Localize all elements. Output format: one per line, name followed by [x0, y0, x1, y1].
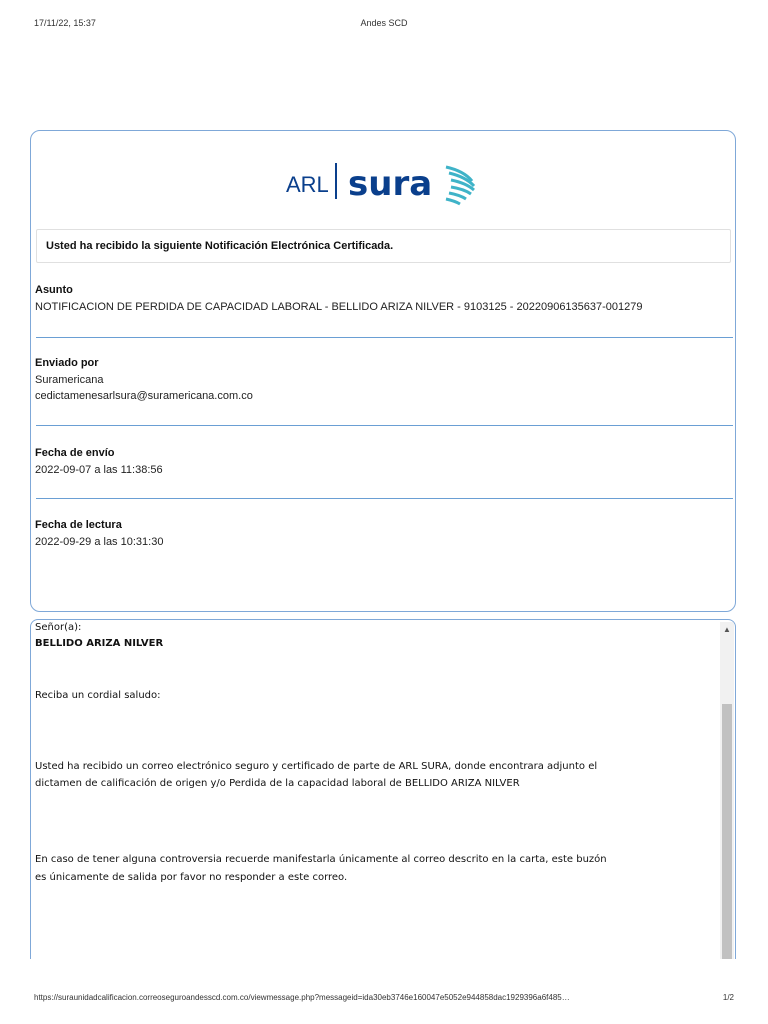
logo-graphic: [268, 153, 498, 213]
subject-label: Asunto: [35, 284, 73, 296]
scrollbar-thumb[interactable]: [722, 704, 732, 959]
recipient-name: BELLIDO ARIZA NILVER: [35, 638, 164, 649]
sender-name: Suramericana: [35, 374, 104, 386]
page-url: https://suraunidadcalificacion.correoseguroandesscd.com.co/viewmessage.php?messageid=ida30eb3746e160047e5052e944858dac1929396a6f485…: [34, 993, 570, 1002]
read-date-section: [35, 519, 731, 550]
sent-date-label: Fecha de envío: [35, 447, 115, 459]
logo-prefix-text: ARL: [286, 172, 329, 197]
print-datetime: 17/11/22, 15:37: [34, 18, 96, 28]
arl-sura-logo: [31, 153, 735, 213]
paragraph-1-line-1: Usted ha recibido un correo electrónico seguro y certificado de parte de ARL SURA, donde encontrara adjunto el: [35, 761, 598, 772]
read-date-label: Fecha de lectura: [35, 519, 122, 531]
divider: [36, 425, 733, 426]
greeting: Reciba un cordial saludo:: [35, 690, 161, 701]
read-date-value: 2022-09-29 a las 10:31:30: [35, 536, 164, 548]
message-frame[interactable]: [30, 619, 736, 959]
print-page-title: Andes SCD: [360, 18, 408, 28]
sender-section: [35, 357, 731, 404]
paragraph-2-line-1: En caso de tener alguna controversia recuerde manifestarla únicamente al correo descrito en la carta, este buzón: [35, 854, 607, 865]
scrollbar[interactable]: [720, 622, 734, 959]
logo-separator: [335, 163, 337, 199]
subject-section: [35, 284, 731, 315]
notification-card: [30, 130, 736, 612]
divider: [36, 498, 733, 499]
certified-notice: Usted ha recibido la siguiente Notificación Electrónica Certificada.: [36, 229, 731, 263]
subject-value: NOTIFICACION DE PERDIDA DE CAPACIDAD LABORAL - BELLIDO ARIZA NILVER - 9103125 - 20220906135637-001279: [35, 301, 643, 313]
page-number: 1/2: [722, 993, 734, 1002]
paragraph-1-line-2: dictamen de calificación de origen y/o Perdida de la capacidad laboral de BELLIDO ARIZA NILVER: [35, 778, 520, 789]
paragraph-2-line-2: es únicamente de salida por favor no responder a este correo.: [35, 872, 348, 883]
sent-date-section: [35, 447, 731, 478]
salutation: Señor(a):: [35, 622, 82, 633]
sent-date-value: 2022-09-07 a las 11:38:56: [35, 464, 163, 476]
logo-wing-icon: [446, 167, 474, 204]
divider: [36, 337, 733, 338]
logo-brand-text: sura: [348, 164, 433, 204]
sender-label: Enviado por: [35, 357, 99, 369]
scroll-up-arrow-icon[interactable]: ▲: [723, 625, 731, 634]
sender-email: cedictamenesarlsura@suramericana.com.co: [35, 390, 253, 402]
